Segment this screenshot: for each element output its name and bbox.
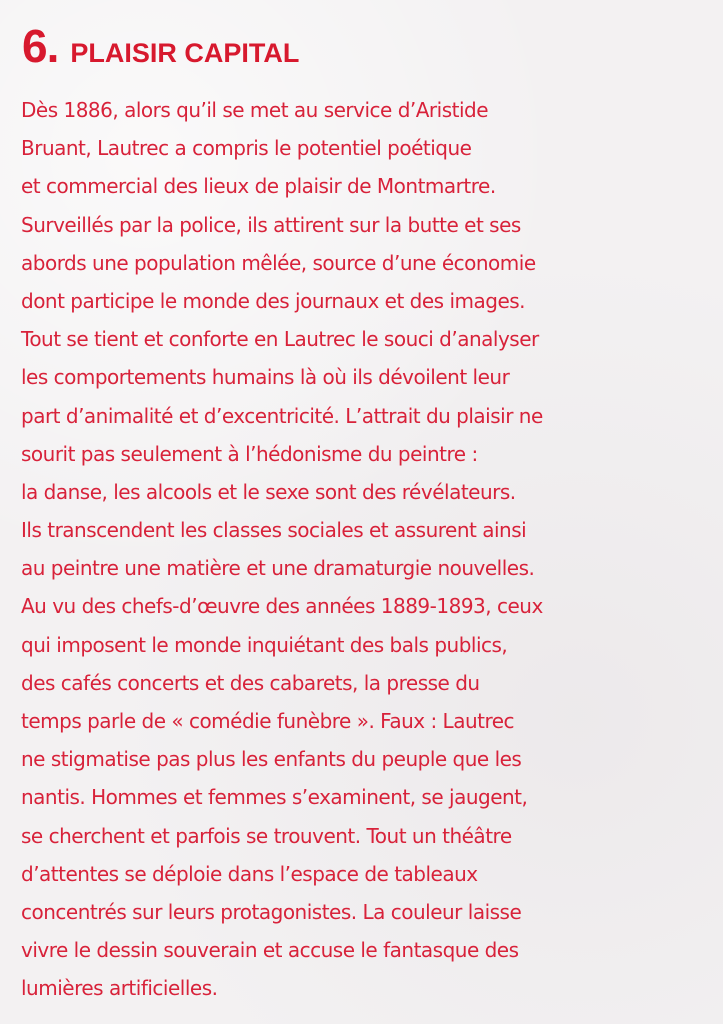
text-line: la danse, les alcools et le sexe sont des révélateurs. xyxy=(21,479,516,504)
text-line: au peintre une matière et une dramaturgie nouvelles. xyxy=(21,556,535,581)
text-line: vivre le dessin souverain et accuse le fantasque des xyxy=(21,938,519,963)
section-title: PLAISIR CAPITAL xyxy=(70,38,300,68)
text-line: et commercial des lieux de plaisir de Montmartre. xyxy=(21,174,496,199)
text-line: d’attentes se déploie dans l’espace de tableaux xyxy=(21,861,478,886)
text-line: abords une population mêlée, source d’une économie xyxy=(21,250,536,275)
text-line: nantis. Hommes et femmes s’examinent, se jaugent, xyxy=(21,785,528,810)
text-line: les comportements humains là où ils dévoilent leur xyxy=(21,365,510,390)
text-line: lumières artificielles. xyxy=(21,976,218,1001)
text-line: concentrés sur leurs protagonistes. La couleur laisse xyxy=(21,899,522,924)
text-line: se cherchent et parfois se trouvent. Tout un théâtre xyxy=(21,823,512,848)
text-line: Bruant, Lautrec a compris le potentiel poétique xyxy=(21,136,472,161)
text-line: Au vu des chefs-d’œuvre des années 1889-1893, ceux xyxy=(21,594,543,619)
text-line: part d’animalité et d’excentricité. L’attrait du plaisir ne xyxy=(21,403,543,428)
text-line: qui imposent le monde inquiétant des bals publics, xyxy=(21,632,508,657)
text-line: Surveillés par la police, ils attirent sur la butte et ses xyxy=(21,212,521,237)
text-line: ne stigmatise pas plus les enfants du peuple que les xyxy=(21,747,522,772)
text-line: des cafés concerts et des cabarets, la presse du xyxy=(21,670,480,695)
body-paragraph xyxy=(21,91,711,1008)
text-line: Tout se tient et conforte en Lautrec le souci d’analyser xyxy=(21,327,539,352)
text-line: Ils transcendent les classes sociales et assurent ainsi xyxy=(21,518,527,543)
text-line: dont participe le monde des journaux et des images. xyxy=(21,288,526,313)
section-heading xyxy=(22,16,299,76)
text-line: Dès 1886, alors qu’il se met au service d’Aristide xyxy=(21,98,489,122)
text-line: sourit pas seulement à l’hédonisme du peintre : xyxy=(21,441,478,466)
section-number: 6. xyxy=(22,20,59,72)
text-line: temps parle de « comédie funèbre ». Faux : Lautrec xyxy=(21,709,515,733)
